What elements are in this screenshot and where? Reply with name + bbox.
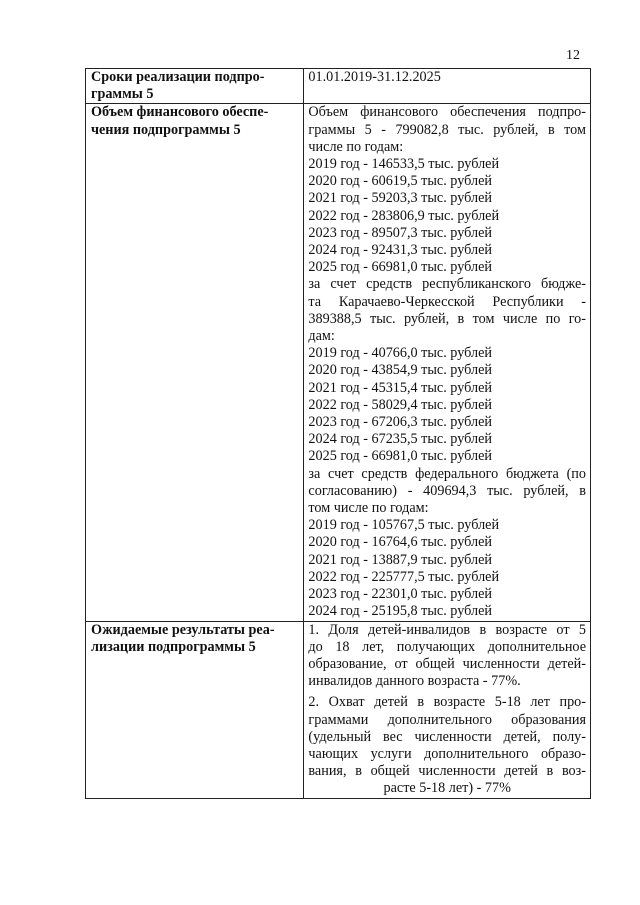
result-item-2-line: чающих услуги дополнительного образо- [308, 745, 586, 762]
finance-year-line: 2020 год - 60619,5 тыс. рублей [308, 173, 492, 190]
result-item-2-line: граммами дополнительного образования [308, 711, 586, 728]
regional-year-line: 2024 год - 67235,5 тыс. рублей [308, 431, 492, 448]
result-item-1-line: до 18 лет, получающих дополнительное [308, 638, 586, 655]
finance-value-cell [304, 104, 591, 621]
result-item-2-line: 2. Охват детей в возрасте 5-18 лет про- [308, 694, 586, 711]
result-item-2-line: вания, в общей численности детей в воз- [308, 763, 586, 780]
federal-year-line: 2023 год - 22301,0 тыс. рублей [308, 586, 492, 603]
regional-year-line: 2025 год - 66981,0 тыс. рублей [308, 448, 492, 465]
regional-year-line: 2023 год - 67206,3 тыс. рублей [308, 414, 492, 431]
finance-intro-line: Объем финансового обеспечения подпро- [308, 104, 586, 121]
finance-label-cell [86, 104, 304, 621]
regional-year-line: 2019 год - 40766,0 тыс. рублей [308, 345, 492, 362]
term-label-line: Сроки реализации подпро- [91, 69, 265, 85]
federal-budget-line: за счет средств федерального бюджета (по [308, 465, 586, 482]
regional-year-line: 2020 год - 43854,9 тыс. рублей [308, 362, 492, 379]
regional-budget-line: 389388,5 тыс. рублей, в том числе по го- [308, 310, 586, 327]
passport-table [85, 68, 591, 799]
term-value: 01.01.2019-31.12.2025 [308, 69, 441, 85]
table-row-results [86, 621, 591, 798]
term-value-cell [304, 69, 591, 104]
regional-budget-line: та Карачаево-Черкесской Республики - [308, 293, 586, 310]
finance-intro-line: числе по годам: [308, 138, 404, 155]
table-row-term [86, 69, 591, 104]
finance-year-line: 2021 год - 59203,3 тыс. рублей [308, 190, 492, 207]
result-item-1-line: образование, от общей численности детей- [308, 655, 586, 672]
result-item-2-line: (удельный вес численности детей, полу- [308, 728, 586, 745]
federal-budget-line: согласованию) - 409694,3 тыс. рублей, в [308, 482, 586, 499]
results-value-cell [304, 621, 591, 798]
table-row-finance [86, 104, 591, 621]
federal-budget-line: том числе по годам: [308, 500, 429, 517]
finance-year-line: 2019 год - 146533,5 тыс. рублей [308, 156, 500, 173]
federal-year-line: 2024 год - 25195,8 тыс. рублей [308, 603, 492, 620]
finance-label-line: чения подпрограммы 5 [91, 121, 241, 138]
federal-year-line: 2020 год - 16764,6 тыс. рублей [308, 534, 492, 551]
regional-budget-line: за счет средств республиканского бюдже- [308, 276, 586, 293]
finance-year-line: 2025 год - 66981,0 тыс. рублей [308, 259, 492, 276]
term-label-line: граммы 5 [91, 86, 154, 103]
finance-year-line: 2022 год - 283806,9 тыс. рублей [308, 207, 500, 224]
result-item-2-line: расте 5-18 лет) - 77% [383, 780, 511, 797]
result-item-1-line: инвалидов данного возраста - 77%. [308, 673, 521, 690]
regional-year-line: 2022 год - 58029,4 тыс. рублей [308, 396, 492, 413]
federal-year-line: 2019 год - 105767,5 тыс. рублей [308, 517, 500, 534]
results-label-line: лизации подпрограммы 5 [91, 638, 256, 655]
results-label-line: Ожидаемые результаты реа- [91, 621, 275, 638]
finance-intro-line: граммы 5 - 799082,8 тыс. рублей, в том [308, 121, 586, 138]
federal-year-line: 2021 год - 13887,9 тыс. рублей [308, 551, 492, 568]
federal-year-line: 2022 год - 225777,5 тыс. рублей [308, 568, 500, 585]
regional-year-line: 2021 год - 45315,4 тыс. рублей [308, 379, 492, 396]
regional-budget-line: дам: [308, 328, 335, 345]
finance-year-line: 2024 год - 92431,3 тыс. рублей [308, 242, 492, 259]
term-label-cell [86, 69, 304, 104]
results-label-cell [86, 621, 304, 798]
finance-year-line: 2023 год - 89507,3 тыс. рублей [308, 224, 492, 241]
result-item-1-line: 1. Доля детей-инвалидов в возрасте от 5 [308, 621, 586, 638]
finance-label-line: Объем финансового обеспе- [91, 104, 269, 121]
page-number: 12 [566, 48, 580, 63]
